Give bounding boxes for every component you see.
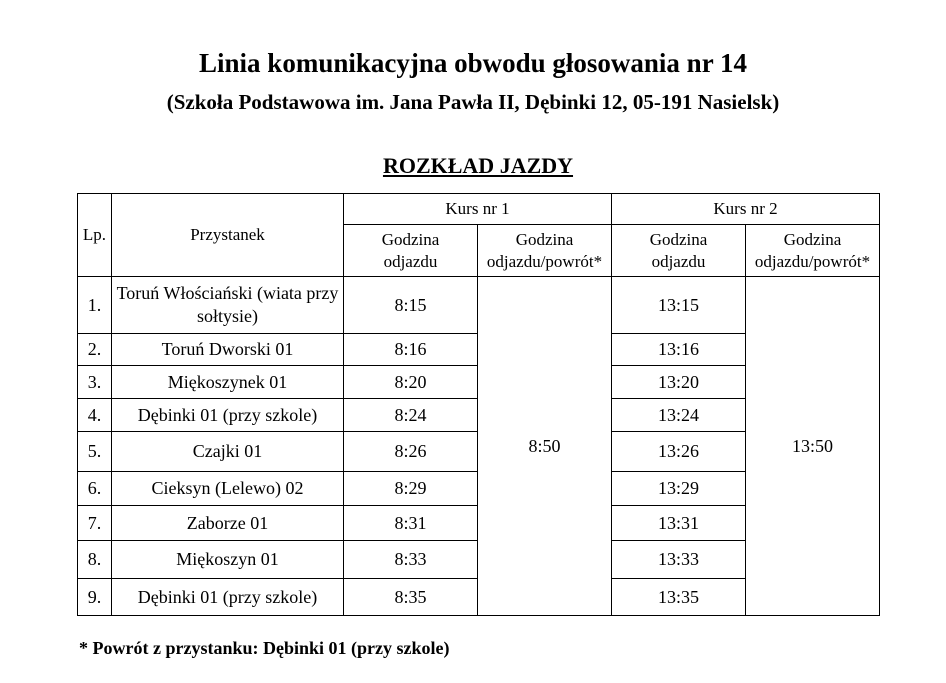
header-lp: Lp.: [78, 194, 112, 277]
course-1-departure-time: 8:35: [344, 579, 478, 616]
header-return-line2: odjazdu/powrót*: [754, 251, 871, 271]
course-1-return-time: 8:50: [478, 277, 612, 616]
course-1-departure-time: 8:33: [344, 541, 478, 579]
row-number: 6.: [78, 472, 112, 506]
row-number: 9.: [78, 579, 112, 616]
header-departure-line1: Godzina: [649, 229, 708, 249]
course-1-departure-time: 8:15: [344, 277, 478, 334]
course-2-departure-time: 13:24: [612, 399, 746, 432]
course-1-departure-time: 8:29: [344, 472, 478, 506]
header-row-courses: [78, 194, 880, 225]
header-departure-line2: odjazdu: [651, 251, 706, 271]
header-course-2-return: [746, 225, 880, 277]
header-course-1: Kurs nr 1: [344, 194, 612, 225]
course-2-departure-time: 13:35: [612, 579, 746, 616]
course-2-return-time: 13:50: [746, 277, 880, 616]
stop-name: Miękoszyn 01: [112, 541, 344, 579]
stop-name: Toruń Dworski 01: [112, 334, 344, 366]
course-2-departure-time: 13:16: [612, 334, 746, 366]
row-number: 2.: [78, 334, 112, 366]
footnote: * Powrót z przystanku: Dębinki 01 (przy szkole): [79, 638, 450, 658]
header-return-line1: Godzina: [515, 229, 574, 249]
header-stop: Przystanek: [112, 194, 344, 277]
course-1-departure-time: 8:24: [344, 399, 478, 432]
header-course-2: Kurs nr 2: [612, 194, 880, 225]
row-number: 7.: [78, 506, 112, 541]
course-2-departure-time: 13:20: [612, 366, 746, 399]
section-heading: ROZKŁAD JAZDY: [382, 153, 574, 178]
stop-name: Miękoszynek 01: [112, 366, 344, 399]
row-number: 8.: [78, 541, 112, 579]
course-2-departure-time: 13:29: [612, 472, 746, 506]
course-2-departure-time: 13:26: [612, 432, 746, 472]
course-2-departure-time: 13:33: [612, 541, 746, 579]
row-number: 5.: [78, 432, 112, 472]
stop-name: Toruń Włościański (wiata przy sołtysie): [112, 277, 344, 334]
header-return-line2: odjazdu/powrót*: [486, 251, 603, 271]
course-1-departure-time: 8:26: [344, 432, 478, 472]
page-title: Linia komunikacyjna obwodu głosowania nr 14: [199, 48, 747, 78]
course-1-departure-time: 8:31: [344, 506, 478, 541]
page-subtitle: (Szkoła Podstawowa im. Jana Pawła II, Dębinki 12, 05-191 Nasielsk): [166, 90, 780, 114]
stop-name: Dębinki 01 (przy szkole): [112, 579, 344, 616]
header-departure-line2: odjazdu: [383, 251, 438, 271]
course-2-departure-time: 13:15: [612, 277, 746, 334]
header-course-1-return: [478, 225, 612, 277]
header-course-2-departure: [612, 225, 746, 277]
stop-name: Czajki 01: [112, 432, 344, 472]
stop-name: Dębinki 01 (przy szkole): [112, 399, 344, 432]
stop-name: Cieksyn (Lelewo) 02: [112, 472, 344, 506]
course-1-departure-time: 8:16: [344, 334, 478, 366]
stop-name: Zaborze 01: [112, 506, 344, 541]
header-course-1-departure: [344, 225, 478, 277]
row-number: 4.: [78, 399, 112, 432]
course-2-departure-time: 13:31: [612, 506, 746, 541]
header-departure-line1: Godzina: [381, 229, 440, 249]
course-1-departure-time: 8:20: [344, 366, 478, 399]
schedule-table: [77, 193, 880, 616]
row-number: 1.: [78, 277, 112, 334]
table-row: [78, 277, 880, 334]
header-return-line1: Godzina: [783, 229, 842, 249]
row-number: 3.: [78, 366, 112, 399]
